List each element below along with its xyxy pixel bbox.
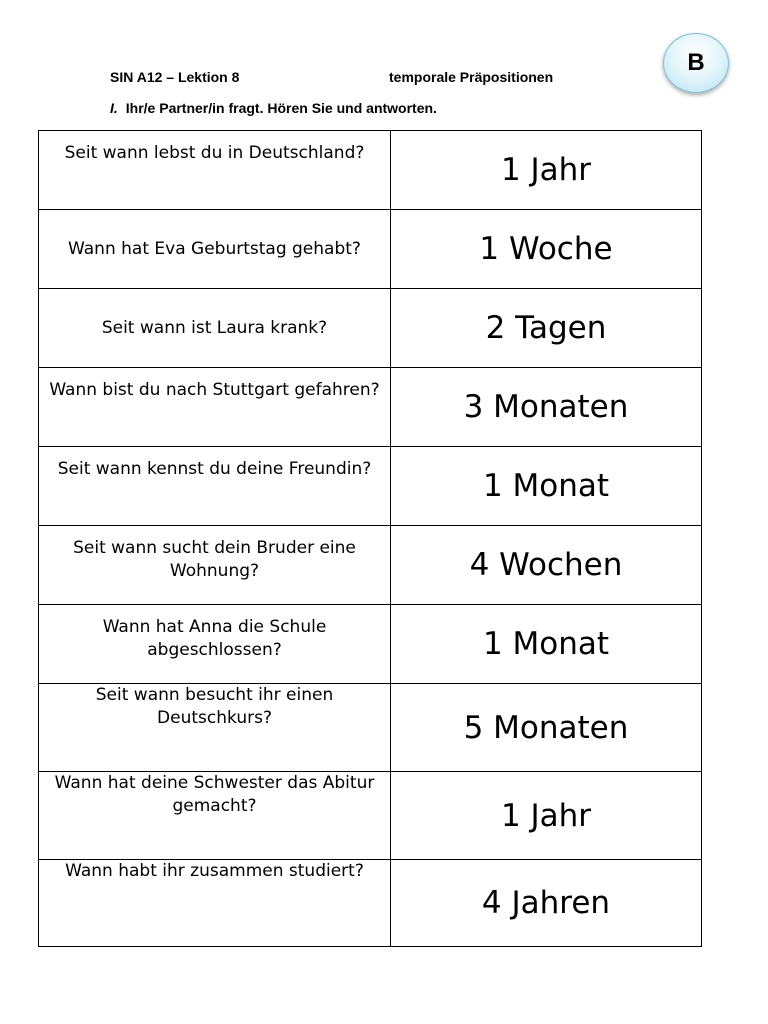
table-row — [39, 860, 702, 947]
table-row — [39, 684, 702, 772]
answer-cell: 1 Woche — [391, 210, 702, 289]
table-row — [39, 772, 702, 860]
question-cell — [39, 368, 391, 447]
question-text: Seit wann kennst du deine Freundin? — [57, 459, 372, 479]
question-cell — [39, 447, 391, 526]
topic-title: temporale Präpositionen — [389, 69, 554, 85]
question-cell — [39, 289, 391, 368]
question-cell — [39, 526, 391, 605]
question-cell — [39, 131, 391, 210]
table-row — [39, 289, 702, 368]
question-text: Seit wann lebst du in Deutschland? — [64, 143, 365, 163]
question-text: Wann hat Anna die Schule abgeschlossen? — [102, 617, 327, 660]
question-cell — [39, 210, 391, 289]
question-text: Wann hat deine Schwester das Abitur gemacht? — [54, 773, 375, 816]
question-cell — [39, 684, 391, 772]
table-row — [39, 526, 702, 605]
answer-cell: 5 Monaten — [391, 684, 702, 772]
answer-cell: 1 Monat — [391, 447, 702, 526]
answer-cell: 4 Wochen — [391, 526, 702, 605]
question-text: Seit wann ist Laura krank? — [101, 317, 328, 338]
worksheet-version-badge: B — [663, 33, 729, 93]
table-row — [39, 131, 702, 210]
question-text: Wann bist du nach Stuttgart gefahren? — [49, 380, 380, 400]
answer-cell: 2 Tagen — [391, 289, 702, 368]
course-title: SIN A12 – Lektion 8 — [110, 69, 240, 85]
answer-cell: 4 Jahren — [391, 860, 702, 947]
question-cell — [39, 605, 391, 684]
answer-cell: 1 Jahr — [391, 131, 702, 210]
table-row — [39, 447, 702, 526]
question-cell — [39, 860, 391, 947]
question-text: Seit wann sucht dein Bruder eine Wohnung? — [73, 538, 356, 581]
instruction-text: Ihr/e Partner/in fragt. Hören Sie und antworten. — [125, 100, 437, 116]
table-row — [39, 605, 702, 684]
answer-cell: 1 Monat — [391, 605, 702, 684]
question-cell — [39, 772, 391, 860]
answer-cell: 1 Jahr — [391, 772, 702, 860]
question-text: Wann hat Eva Geburtstag gehabt? — [68, 238, 361, 259]
instruction-number: I. — [110, 100, 118, 116]
question-text: Wann habt ihr zusammen studiert? — [65, 861, 364, 881]
question-text: Seit wann besucht ihr einen Deutschkurs? — [95, 685, 334, 728]
answer-cell: 3 Monaten — [391, 368, 702, 447]
table-row — [39, 368, 702, 447]
question-answer-table — [38, 130, 702, 947]
instruction-line — [110, 100, 437, 116]
table-row — [39, 210, 702, 289]
